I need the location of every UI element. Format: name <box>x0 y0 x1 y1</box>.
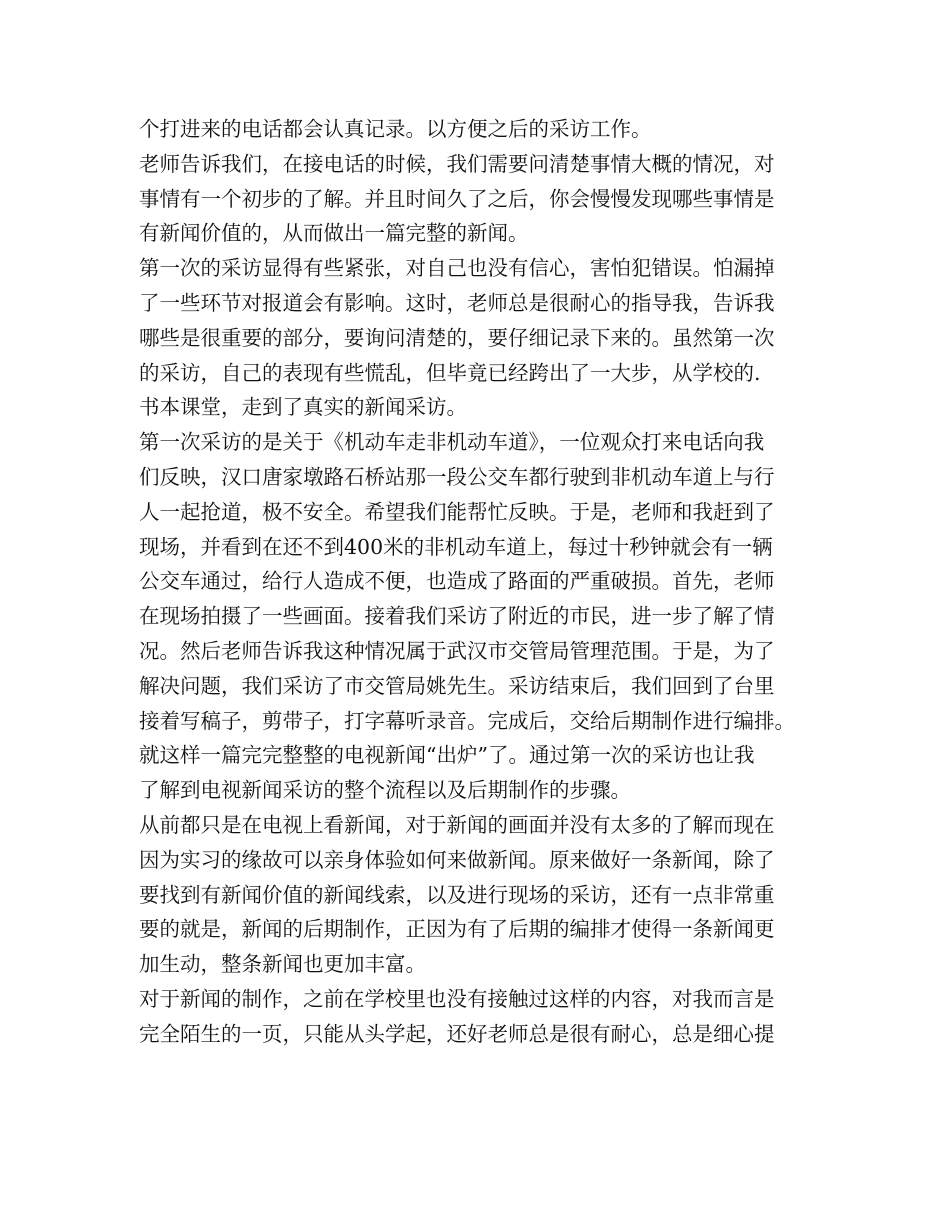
text-line: 了解到电视新闻采访的整个流程以及后期制作的步骤。 <box>139 778 631 803</box>
text-line: 的采访，自己的表现有些慌乱，但毕竟已经跨出了一大步，从学校的. <box>139 360 761 385</box>
text-line: 要找到有新闻价值的新闻线索，以及进行现场的采访，还有一点非常重 <box>139 882 775 907</box>
text-line: 况。然后老师告诉我这种情况属于武汉市交管局管理范围。于是，为了 <box>139 638 775 663</box>
text-line: 事情有一个初步的了解。并且时间久了之后，你会慢慢发现哪些事情是 <box>139 186 775 211</box>
text-line: 完全陌生的一页，只能从头学起，还好老师总是很有耐心，总是细心提 <box>139 1021 775 1046</box>
text-line: 人一起抢道，极不安全。希望我们能帮忙反映。于是，老师和我赶到了 <box>139 499 775 524</box>
text-line: 对于新闻的制作，之前在学校里也没有接触过这样的内容，对我而言是 <box>139 986 775 1011</box>
text-line: 就这样一篇完完整整的电视新闻“出炉”了。通过第一次的采访也让我 <box>139 743 755 768</box>
text-line: 个打进来的电话都会认真记录。以方便之后的采访工作。 <box>139 117 652 141</box>
text-line: 加生动，整条新闻也更加丰富。 <box>139 952 426 977</box>
text-line: 哪些是很重要的部分，要询问清楚的，要仔细记录下来的。虽然第一次 <box>139 325 775 350</box>
text-line: 第一次采访的是关于《机动车走非机动车道》，一位观众打来电话向我 <box>139 430 765 455</box>
text-line: 因为实习的缘故可以亲身体验如何来做新闻。原来做好一条新闻，除了 <box>139 847 775 872</box>
text-line: 书本课堂，走到了真实的新闻采访。 <box>139 395 467 420</box>
text-line: 在现场拍摄了一些画面。接着我们采访了附近的市民，进一步了解了情 <box>139 604 775 629</box>
text-line: 从前都只是在电视上看新闻，对于新闻的画面并没有太多的了解而现在 <box>139 812 775 837</box>
text-line: 们反映，汉口唐家墩路石桥站那一段公交车都行驶到非机动车道上与行 <box>139 464 775 489</box>
text-line: 要的就是，新闻的后期制作，正因为有了后期的编排才使得一条新闻更 <box>139 917 775 942</box>
text-line: 现场，并看到在还不到400米的非机动车道上，每过十秒钟就会有一辆 <box>139 534 773 559</box>
text-line: 了一些环节对报道会有影响。这时，老师总是很耐心的指导我，告诉我 <box>139 290 775 315</box>
text-line: 公交车通过，给行人造成不便，也造成了路面的严重破损。首先，老师 <box>139 569 775 594</box>
text-line: 第一次的采访显得有些紧张，对自己也没有信心，害怕犯错误。怕漏掉 <box>139 256 775 281</box>
text-line: 老师告诉我们，在接电话的时候，我们需要问清楚事情大概的情况，对 <box>139 151 775 176</box>
text-line: 解决问题，我们采访了市交管局姚先生。采访结束后，我们回到了台里 <box>139 673 775 698</box>
body-text <box>139 112 839 1052</box>
text-line: 接着写稿子，剪带子，打字幕听录音。完成后，交给后期制作进行编排。 <box>139 708 795 733</box>
text-line: 有新闻价值的，从而做出一篇完整的新闻。 <box>139 221 529 246</box>
